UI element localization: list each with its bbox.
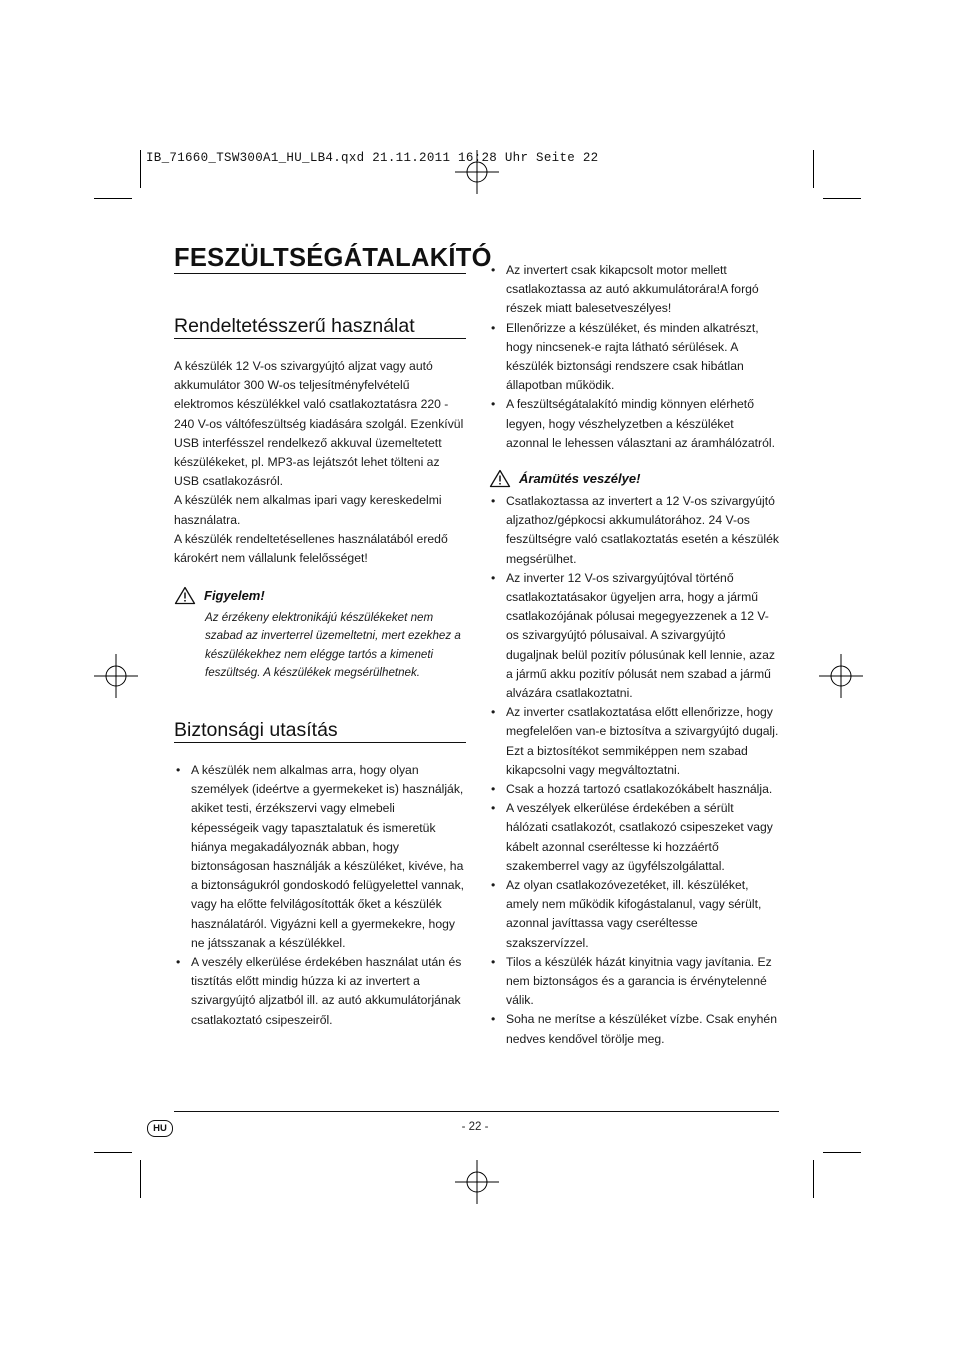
list-item: • Az olyan csatlakozóvezetéket, ill. készüléket, amely nem működik kifogástalanul, vagy sérült, azonnal javíttassa vagy cseréltesse szakszervízzel. <box>491 878 762 950</box>
list-item: • A készülék nem alkalmas arra, hogy olyan személyek (ideértve a gyermekeket is) használják, akiket testi, érzékszervi vagy elmebeli képességeik vagy tapasztalatuk és ismeretük hiánya megakadályoznák abban, hogy biztonságosan használják a készüléket, kivéve, ha a biztonságukról gondoskodó felügyelettel vannak, vagy ha előtte felvilágosították őket a készülék használatáról. Vigyázni kell a gyermekekre, hogy ne játsszanak a készülékkel. <box>176 763 465 950</box>
registration-mark-icon <box>455 1160 499 1204</box>
crop-mark <box>94 198 132 199</box>
list-item: • A veszélyek elkerülése érdekében a sérült hálózati csatlakozót, csatlakozó csipeszeket vagy kábelt azonnal cseréltesse ki hozzáértő szakemberrel vagy az ügyfélszolgálattal. <box>491 801 773 873</box>
section-rule <box>174 338 466 339</box>
page-number: - 22 - <box>461 1121 489 1133</box>
list-item: • Ellenőrizze a készüléket, és minden alkatrészt, hogy nincsenek-e rajta látható sérülések. A készülék biztonsági rendszere csak hibátlan állapotban működik. <box>491 320 759 393</box>
print-slug: IB_71660_TSW300A1_HU_LB4.qxd 21.11.2011 16:28 Uhr Seite 22 <box>146 151 599 165</box>
paragraph: A készülék rendeltetésellenes használatából eredő károkért nem vállalunk felelősséget! <box>174 531 448 566</box>
list-item: • Az inverter 12 V-os szivargyújtóval történő csatlakoztatásakor ügyeljen arra, hogy a jármű csatlakozójának pólusai megegyezzenek a 12 V-os szivargyújtó pólusaival. A szivargyújtó dugaljnak belül pozitív pólusúnak kell lennie, azaz a jármű akku pozitív pólusát nem szabad a jármű alvázára csatlakoztatni. <box>491 570 775 701</box>
safety-list <box>174 761 466 1030</box>
list-item: • Csatlakoztassa az invertert a 12 V-os szivargyújtó aljzathoz/gépkocsi akkumulátorához. 24 V-os feszültségre való csatlakoztatás esetén a készülék megsérülhet. <box>491 494 780 566</box>
crop-mark <box>813 150 814 188</box>
footer-rule <box>174 1111 779 1112</box>
crop-mark <box>94 1152 132 1153</box>
warning-heading <box>489 469 779 488</box>
crop-mark <box>813 1160 814 1198</box>
page-title: FESZÜLTSÉGÁTALAKÍTÓ <box>174 244 492 272</box>
paragraph: A készülék nem alkalmas ipari vagy kereskedelmi használatra. <box>174 493 442 527</box>
registration-mark-icon <box>455 150 499 194</box>
crop-mark <box>140 1160 141 1198</box>
crop-mark <box>140 150 141 188</box>
warning-triangle-icon <box>174 586 196 605</box>
list-item: • Csak a hozzá tartozó csatlakozókábelt használja. <box>491 782 773 797</box>
warning-heading <box>174 586 466 605</box>
crop-mark <box>823 198 861 199</box>
section-heading-intended-use: Rendeltetésszerű használat <box>174 315 415 337</box>
crop-mark <box>823 1152 861 1153</box>
warning-title: Áramütés veszélye! <box>519 471 641 486</box>
right-safety-list <box>489 261 779 453</box>
list-item: • Az inverter csatlakoztatása előtt ellenőrizze, hogy megfelelően van-e biztosítva a szivargyújtó dugalj. Ezt a biztosítékot semmiképpen nem szabad kikapcsolni vagy megváltoztatni. <box>491 705 779 777</box>
language-badge: HU <box>147 1120 173 1137</box>
paragraph: A készülék 12 V-os szivargyújtó aljzat vagy autó akkumulátor 300 W-os teljesítményfelvételű elektromos készülékkel való csatlakoztatásra 220 - 240 V-os váltófeszültség kiadására szolgál. Ezenkívül USB interfésszel rendelkező akkuval üzemeltetett készülékeket, pl. MP3-as lejátszót lehet tölteni az USB csatlakozásról. <box>174 359 464 489</box>
list-item: • A veszély elkerülése érdekében használat után és tisztítás előtt mindig húzza ki az invertert a szivargyújtó aljzatból ill. az autó akkumulátorjának csatlakoztató csipeszeiről. <box>176 955 462 1027</box>
section-heading-safety: Biztonsági utasítás <box>174 719 338 741</box>
intended-use-text <box>174 357 466 568</box>
warning-triangle-icon <box>489 469 511 488</box>
warning-attention <box>174 586 466 683</box>
warning-electric-shock <box>489 469 779 488</box>
right-electric-list <box>489 492 779 1049</box>
warning-text: Az érzékeny elektronikájú készülékeket nem szabad az inverterrel üzemeltetni, mert ezekhez a készülékekhez nem elégge tartós a kimeneti feszültség. A készülékek megsérülhetnek. <box>205 611 461 680</box>
section-rule <box>174 742 466 743</box>
title-rule <box>174 273 466 274</box>
registration-mark-icon <box>819 654 863 698</box>
list-item: • A feszültségátalakító mindig könnyen elérhető legyen, hogy vészhelyzetben a készüléket azonnal le lehessen választani az áramhálózatról. <box>491 397 775 450</box>
registration-mark-icon <box>94 654 138 698</box>
list-item: • Soha ne merítse a készüléket vízbe. Csak enyhén nedves kendővel törölje meg. <box>491 1012 777 1046</box>
list-item: • Tilos a készülék házát kinyitnia vagy javítania. Ez nem biztonságos és a garancia is érvénytelenné válik. <box>491 954 772 1008</box>
warning-title: Figyelem! <box>204 588 265 603</box>
list-item: • Az invertert csak kikapcsolt motor mellett csatlakoztassa az autó akkumulátorára!A forgó részek miatt balesetveszélyes! <box>491 263 759 316</box>
